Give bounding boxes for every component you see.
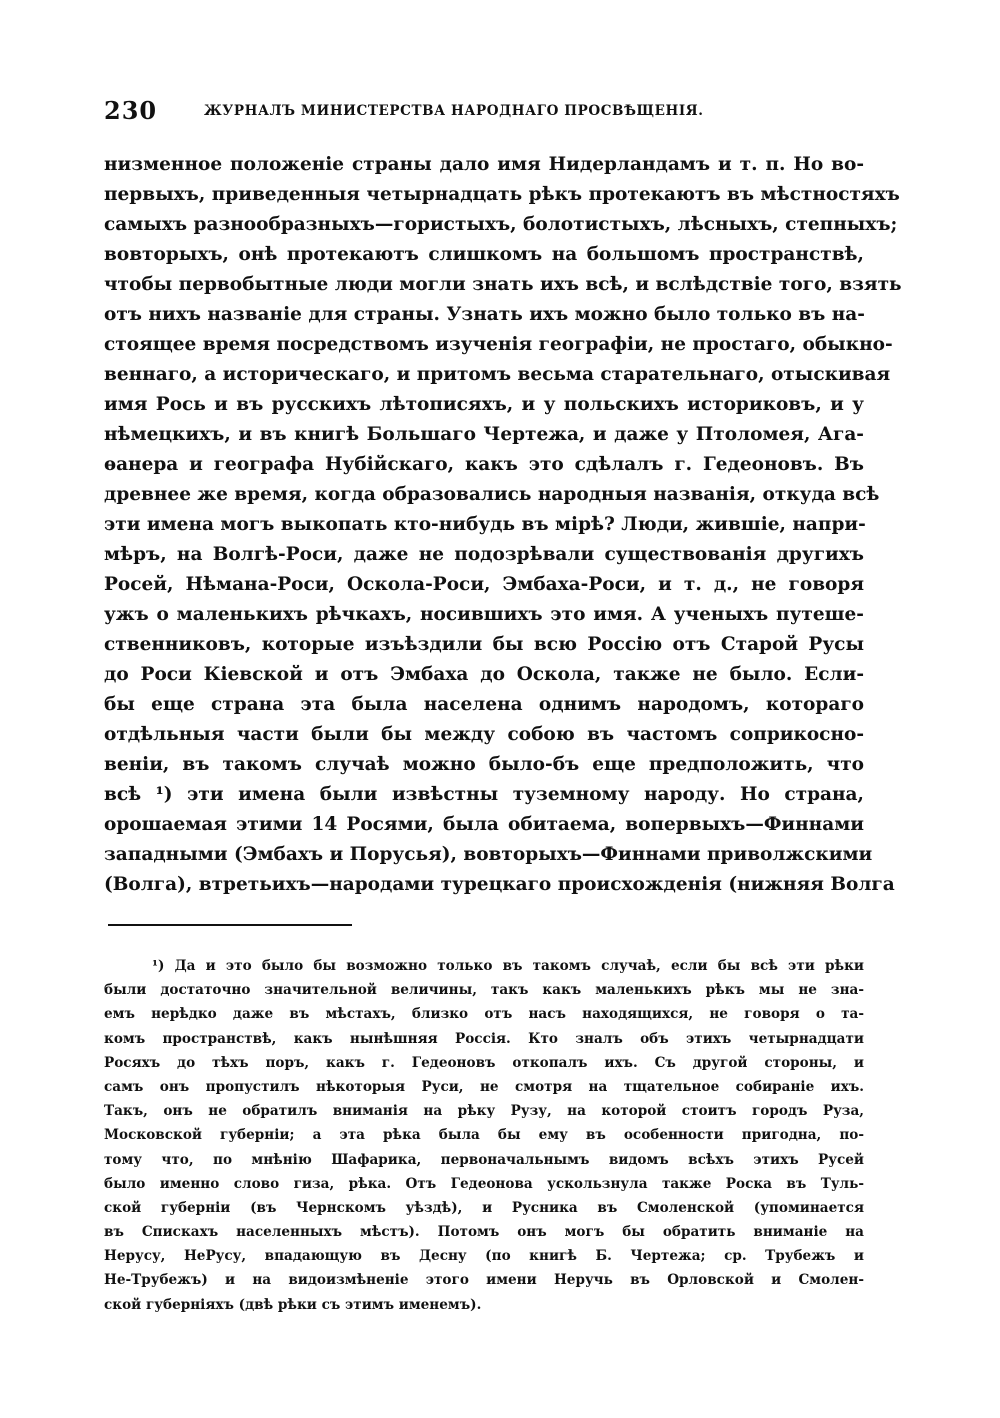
page-header: [104, 96, 874, 126]
text-line: нѣмецкихъ, и въ книгѣ Большаго Чертежа, и даже у Птоломея, Ага-: [104, 424, 864, 445]
text-line: стоящее время посредствомъ изученія географіи, не простаго, обыкно-: [104, 334, 893, 355]
text-line: Росей, Нѣмана-Роси, Оскола-Роси, Эмбаха-Роси, и т. д., не говоря: [104, 574, 864, 595]
footnote-line: комъ пространствѣ, какъ нынѣшняя Россія. Кто зналъ объ этихъ четырнадцати: [104, 1030, 864, 1047]
text-line: эти имена могъ выкопать кто-нибудь въ мірѣ? Люди, жившіе, напри-: [104, 514, 866, 535]
footnote-line: ской губерніяхъ (двѣ рѣки съ этимъ именемъ).: [104, 1296, 482, 1313]
text-line: первыхъ, приведенныя четырнадцать рѣкъ протекаютъ въ мѣстностяхъ: [104, 184, 900, 205]
footnote-line: емъ нерѣдко даже въ мѣстахъ, близко отъ насъ находящихся, не говоря о та-: [104, 1006, 864, 1023]
text-line: всѣ ¹) эти имена были извѣстны туземному народу. Но страна,: [104, 784, 864, 805]
text-line: ужъ о маленькихъ рѣчкахъ, носившихъ это имя. А ученыхъ путеше-: [104, 604, 864, 625]
text-line: до Роси Кіевской и отъ Эмбаха до Оскола, также не было. Если-: [104, 664, 864, 685]
footnote-line: было именно слово гиза, рѣка. Отъ Гедеонова ускользнула также Роска въ Туль-: [104, 1175, 864, 1192]
text-line: вовторыхъ, онѣ протекаютъ слишкомъ на большомъ пространствѣ,: [104, 244, 864, 265]
footnote-line: Московской губерніи; а эта рѣка была бы ему въ особенности пригодна, по-: [104, 1127, 864, 1144]
text-line: ственниковъ, которые изъѣздили бы всю Россію отъ Старой Русы: [104, 634, 864, 655]
text-line: отдѣльныя части были бы между собою въ частомъ соприкосно-: [104, 724, 864, 745]
text-line: веніи, въ такомъ случаѣ можно было-бъ еще предположить, что: [104, 754, 864, 775]
text-line: имя Рось и въ русскихъ лѣтописяхъ, и у польскихъ историковъ, и у: [104, 394, 864, 415]
footnote-line: ¹) Да и это было бы возможно только въ такомъ случаѣ, если бы всѣ эти рѣки: [152, 958, 864, 974]
footnote-line: въ Спискахъ населенныхъ мѣстъ). Потомъ онъ могъ бы обратить вниманіе на: [104, 1224, 864, 1241]
footnote-line: Нерусу, НеРусу, впадающую въ Десну (по книгѣ Б. Чертежа; ср. Трубежъ и: [104, 1248, 864, 1265]
text-line: бы еще страна эта была населена однимъ народомъ, котораго: [104, 694, 864, 715]
text-line: мѣръ, на Волгѣ-Роси, даже не подозрѣвали существованія другихъ: [104, 544, 864, 565]
footnote-line: Такъ, онъ не обратилъ вниманія на рѣку Рузу, на которой стоитъ городъ Руза,: [104, 1103, 864, 1120]
page-number: 230: [104, 96, 158, 125]
text-line: западными (Эмбахъ и Порусья), вовторыхъ—Финнами приволжскими: [104, 844, 873, 865]
footnote-line: Не-Трубежъ) и на видоизмѣненіе этого имени Неручь въ Орловской и Смолен-: [104, 1272, 864, 1289]
footnote-line: тому что, по мнѣнію Шафарика, первоначальнымъ видомъ всѣхъ этихъ Русей: [104, 1151, 864, 1168]
text-line: древнее же время, когда образовались народныя названія, откуда всѣ: [104, 484, 880, 505]
footnote-divider: [108, 924, 352, 926]
text-line: орошаемая этими 14 Росями, была обитаема, вопервыхъ—Финнами: [104, 814, 864, 835]
footnote-line: были достаточно значительной величины, такъ какъ маленькихъ рѣкъ мы не зна-: [104, 982, 864, 999]
footnote: [104, 954, 864, 1317]
footnote-line: Росяхъ до тѣхъ поръ, какъ г. Гедеоновъ откопалъ ихъ. Съ другой стороны, и: [104, 1054, 864, 1071]
text-line: ѳанера и географа Нубійскаго, какъ это сдѣлалъ г. Гедеоновъ. Въ: [104, 454, 864, 475]
footnote-line: ской губерніи (въ Чернскомъ уѣздѣ), и Русника въ Смоленской (упоминается: [104, 1199, 864, 1216]
running-title: ЖУРНАЛЪ МИНИСТЕРСТВА НАРОДНАГО ПРОСВѢЩЕНІЯ.: [204, 103, 704, 119]
text-line: чтобы первобытные люди могли знать ихъ всѣ, и вслѣдствіе того, взять: [104, 274, 902, 295]
text-line: низменное положеніе страны дало имя Нидерландамъ и т. п. Но во-: [104, 154, 864, 175]
text-line: самыхъ разнообразныхъ—гористыхъ, болотистыхъ, лѣсныхъ, степныхъ;: [104, 214, 898, 235]
text-line: отъ нихъ названіе для страны. Узнать ихъ можно было только въ на-: [104, 304, 865, 325]
main-text: [104, 150, 902, 900]
footnote-line: самъ онъ пропустилъ нѣкоторыя Руси, не смотря на тщательное собираніе ихъ.: [104, 1078, 864, 1095]
text-line: веннаго, а историческаго, и притомъ весьма старательнаго, отыскивая: [104, 364, 891, 385]
text-line: (Волга), втретьихъ—народами турецкаго происхожденія (нижняя Волга: [104, 874, 895, 895]
